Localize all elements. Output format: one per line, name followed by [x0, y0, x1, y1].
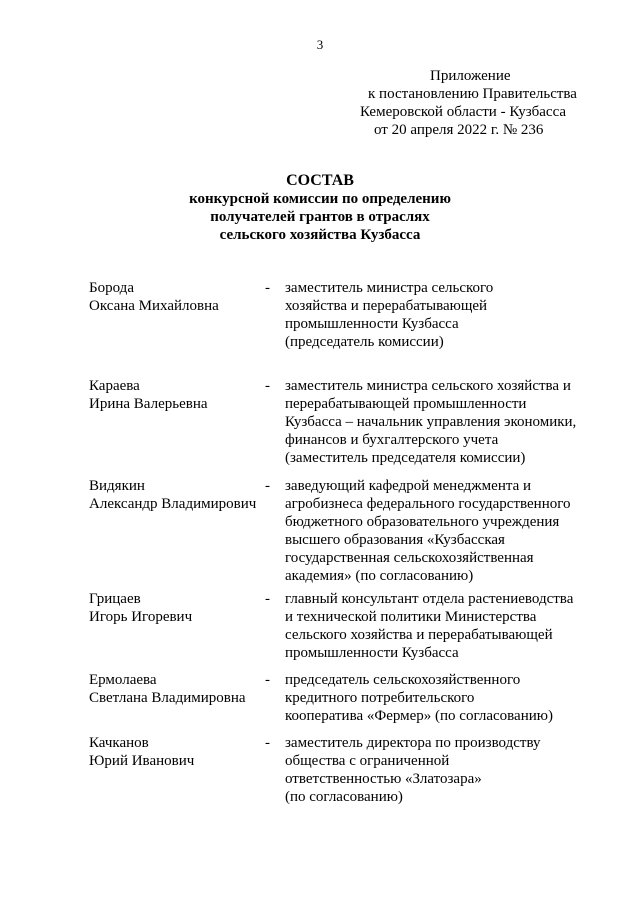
role-line: высшего образования «Кузбасская — [285, 532, 505, 548]
member-given-name: Ирина Валерьевна — [89, 396, 208, 412]
role-line: (по согласованию) — [285, 789, 403, 805]
member-given-name: Юрий Иванович — [89, 753, 195, 769]
role-line: председатель сельскохозяйственного — [285, 672, 521, 688]
appendix-line: к постановлению Правительства — [368, 86, 577, 102]
member-surname: Качканов — [89, 735, 149, 751]
role-line: финансов и бухгалтерского учета — [285, 432, 499, 448]
separator-dash: - — [265, 280, 270, 296]
member-surname: Караева — [89, 378, 140, 394]
document-heading — [0, 171, 640, 244]
separator-dash: - — [265, 378, 270, 394]
role-line: ответственностью «Златозара» — [285, 771, 482, 787]
role-line: и технической политики Министерства — [285, 609, 537, 625]
separator-dash: - — [265, 735, 270, 751]
role-line: Кузбасса – начальник управления экономики, — [285, 414, 577, 430]
role-line: (председатель комиссии) — [285, 334, 444, 350]
role-line: бюджетного образовательного учреждения — [285, 514, 560, 530]
member-surname: Ермолаева — [89, 672, 157, 688]
role-line: хозяйства и перерабатывающей — [285, 298, 488, 314]
member-surname: Грицаев — [89, 591, 141, 607]
member-name — [89, 377, 269, 413]
heading-line: конкурсной комиссии по определению — [189, 191, 451, 207]
role-line: сельского хозяйства и перерабатывающей — [285, 627, 553, 643]
role-line: перерабатывающей промышленности — [285, 396, 527, 412]
member-given-name: Светлана Владимировна — [89, 690, 246, 706]
appendix-line: от 20 апреля 2022 г. № 236 — [374, 122, 544, 138]
role-line: заместитель министра сельского хозяйства и — [285, 378, 571, 394]
heading-line: получателей грантов в отраслях — [210, 209, 430, 225]
role-line: заведующий кафедрой менеджмента и — [285, 478, 532, 494]
role-line: промышленности Кузбасса — [285, 316, 459, 332]
separator-dash: - — [265, 672, 270, 688]
role-line: государственная сельскохозяйственная — [285, 550, 534, 566]
member-surname: Видякин — [89, 478, 145, 494]
member-role — [285, 279, 595, 351]
document-title: СОСТАВ — [286, 172, 354, 189]
role-line: заместитель министра сельского — [285, 280, 494, 296]
member-role — [285, 477, 595, 585]
role-line: агробизнеса федерального государственного — [285, 496, 571, 512]
appendix-block — [360, 67, 620, 139]
member-name — [89, 477, 269, 513]
appendix-line: Кемеровской области - Кузбасса — [360, 104, 567, 120]
member-given-name: Оксана Михайловна — [89, 298, 219, 314]
separator-dash: - — [265, 478, 270, 494]
member-given-name: Игорь Игоревич — [89, 609, 193, 625]
role-line: (заместитель председателя комиссии) — [285, 450, 526, 466]
member-role — [285, 671, 595, 725]
member-name — [89, 590, 269, 626]
member-surname: Борода — [89, 280, 134, 296]
heading-line: сельского хозяйства Кузбасса — [219, 227, 421, 243]
member-name — [89, 734, 269, 770]
role-line: кооператива «Фермер» (по согласованию) — [285, 708, 553, 724]
role-line: главный консультант отдела растениеводства — [285, 591, 574, 607]
role-line: кредитного потребительского — [285, 690, 475, 706]
page-number: 3 — [316, 37, 324, 52]
role-line: заместитель директора по производству — [285, 735, 541, 751]
member-name — [89, 279, 269, 315]
member-role — [285, 377, 595, 467]
role-line: общества с ограниченной — [285, 753, 450, 769]
member-given-name: Александр Владимирович — [89, 496, 257, 512]
appendix-line: Приложение — [430, 68, 511, 84]
role-line: академия» (по согласованию) — [285, 568, 474, 584]
role-line: промышленности Кузбасса — [285, 645, 459, 661]
separator-dash: - — [265, 591, 270, 607]
member-role — [285, 734, 595, 806]
member-name — [89, 671, 269, 707]
member-role — [285, 590, 595, 662]
